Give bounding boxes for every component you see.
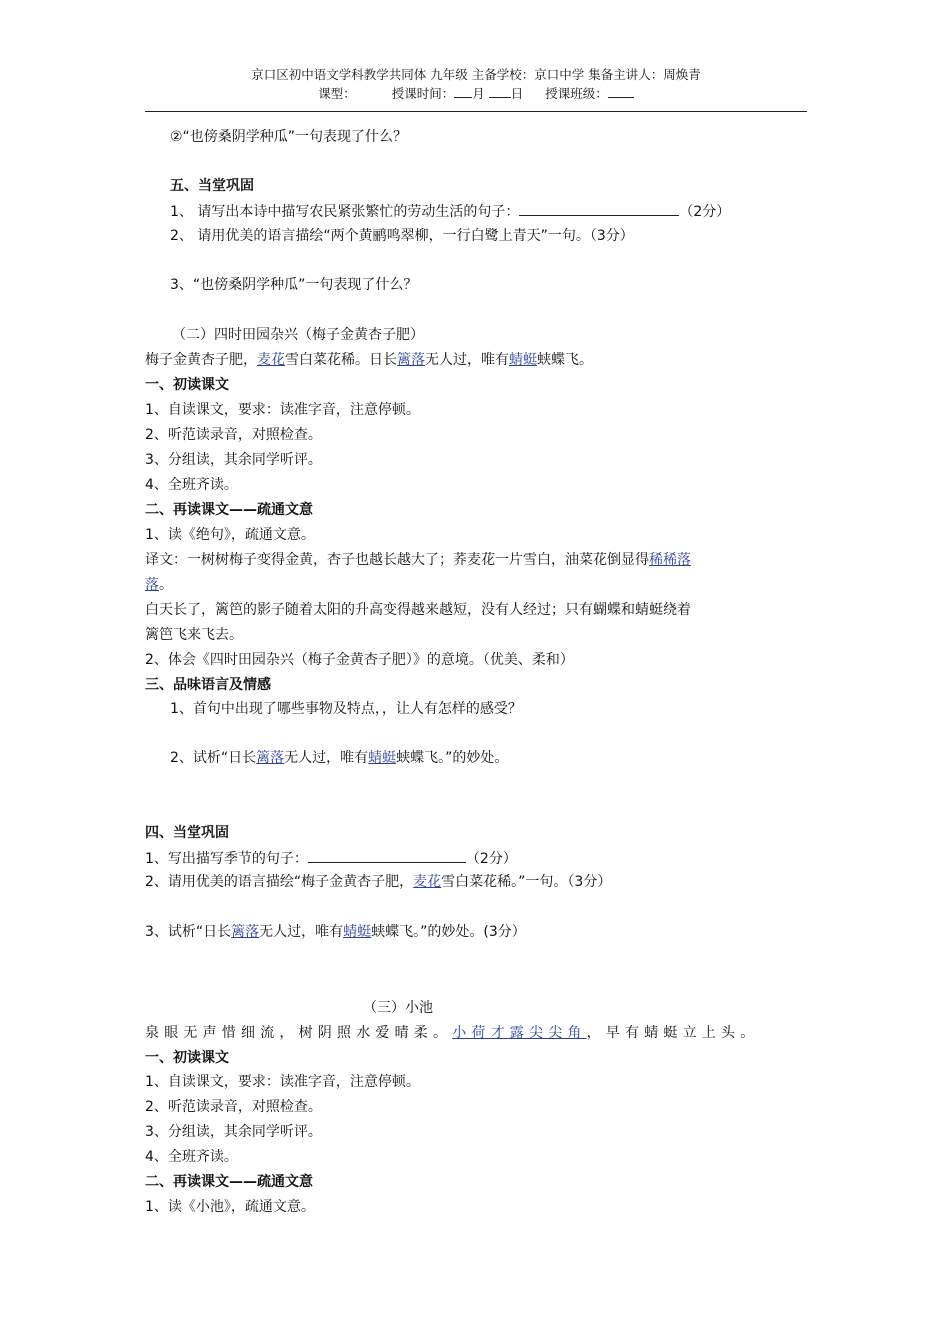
translation-line-4: 篱笆飞来飞去。 — [145, 627, 243, 643]
poem-segment: 雪白菜花稀。日长 — [285, 352, 397, 368]
question-link[interactable]: 麦花 — [413, 874, 442, 890]
score-label: （2分） — [679, 204, 731, 220]
month-blank[interactable] — [454, 83, 472, 98]
question-text: 蛱蝶飞。”的妙处。(3分） — [371, 924, 526, 940]
question-text: 无人过，唯有 — [259, 924, 344, 940]
poem-link[interactable]: 麦花 — [257, 352, 285, 368]
reading-step-1: 1、自读课文，要求：读准字音，注意停顿。 — [145, 402, 420, 418]
month-label: 月 — [472, 86, 485, 101]
question-link[interactable]: 篱落 — [231, 924, 260, 940]
question-text: 无人过，唯有 — [284, 750, 369, 766]
consolidate-item-1-text: 1、 请写出本诗中描写农民紧张繁忙的劳动生活的句子： — [170, 204, 520, 220]
section3-reading-step-1: 1、自读课文，要求：读准字音，注意停顿。 — [145, 1074, 420, 1090]
poem3-title: （三）小池 — [363, 1000, 433, 1016]
reread-item-2: 2、体会《四时田园杂兴（梅子金黄杏子肥）》的意境。（优美、柔和） — [145, 652, 574, 668]
question-text: 2、试析“日长 — [170, 750, 257, 766]
consolidate2-item-1-text: 1、写出描写季节的句子： — [145, 851, 308, 867]
consolidate-item-3: 3、“也傍桑阴学种瓜”一句表现了什么？ — [170, 277, 418, 293]
translation-text: 译文：一树树梅子变得金黄，杏子也越长越大了；荞麦花一片雪白，油菜花倒显得 — [145, 552, 649, 568]
poem-segment: 泉眼无声惜细流，树阴照水爱晴柔。 — [145, 1025, 453, 1041]
teach-time-label: 授课时间： — [391, 86, 455, 101]
consolidate-item-1 — [170, 201, 730, 222]
class-label: 授课班级： — [545, 86, 608, 101]
poem-segment: 梅子金黄杏子肥， — [145, 352, 257, 368]
consolidate-item-2: 2、 请用优美的语言描绘“两个黄鹂鸣翠柳，一行白鹭上青天”一句。（3分） — [170, 228, 634, 244]
section3-reading-step-4: 4、全班齐读。 — [145, 1149, 238, 1165]
consolidate2-item-2 — [145, 872, 611, 892]
section3-reading-step-3: 3、分组读，其余同学听评。 — [145, 1124, 322, 1140]
day-label: 日 — [510, 86, 524, 101]
answer-blank[interactable] — [308, 848, 466, 863]
section-heading-reread: 二、再读课文——疏通文意 — [145, 502, 313, 518]
poem-segment: 无人过，唯有 — [425, 352, 509, 368]
translation-line-1 — [145, 550, 691, 570]
question-text: 蛱蝶飞。”的妙处。 — [396, 750, 509, 766]
poem-segment: 蛱蝶飞。 — [537, 352, 593, 368]
translation-link[interactable]: 落 — [145, 577, 159, 593]
poem-text — [145, 350, 593, 370]
question-text: 雪白菜花稀。”一句。（3分） — [441, 874, 612, 890]
appreciate-question-1: 1、首句中出现了哪些事物及特点，，让人有怎样的感受？ — [170, 701, 522, 717]
section-heading-consolidate-2: 四、当堂巩固 — [145, 825, 229, 841]
question-link[interactable]: 篱落 — [256, 750, 285, 766]
translation-line-3: 白天长了，篱笆的影子随着太阳的升高变得越来越短，没有人经过；只有蝴蝶和蜻蜓绕着 — [145, 602, 691, 618]
poem-link[interactable]: 蜻蜓 — [509, 352, 537, 368]
section3-reading-step-2: 2、听范读录音，对照检查。 — [145, 1099, 322, 1115]
consolidate2-item-1 — [145, 848, 517, 869]
day-blank[interactable] — [489, 83, 511, 98]
poem-title: （二）四时田园杂兴（梅子金黄杏子肥） — [172, 327, 424, 343]
question-link[interactable]: 蜻蜓 — [343, 924, 372, 940]
poem-link[interactable]: 篱落 — [397, 352, 425, 368]
header-line-2 — [145, 83, 807, 102]
reading-step-3: 3、分组读，其余同学听评。 — [145, 452, 322, 468]
section3-heading-reread: 二、再读课文——疏通文意 — [145, 1174, 313, 1190]
reread-item-1: 1、读《绝句》，疏通文意。 — [145, 527, 315, 543]
section-heading-appreciate: 三、品味语言及情感 — [145, 677, 271, 693]
question-link[interactable]: 蜻蜓 — [368, 750, 397, 766]
score-label: （2分） — [465, 851, 517, 867]
course-type-label: 课型： — [318, 86, 356, 101]
section3-heading-first-read: 一、初读课文 — [145, 1050, 229, 1066]
translation-text: 。 — [159, 577, 173, 593]
question-text: 2、请用优美的语言描绘“梅子金黄杏子肥， — [145, 874, 414, 890]
header-divider — [145, 111, 807, 112]
question-text: 3、试析“日长 — [145, 924, 232, 940]
section-heading-first-read: 一、初读课文 — [145, 377, 229, 393]
poem3-text — [145, 1023, 759, 1043]
answer-blank[interactable] — [519, 201, 679, 216]
reading-step-4: 4、全班齐读。 — [145, 477, 238, 493]
translation-line-2 — [145, 575, 173, 595]
section-heading-consolidate: 五、当堂巩固 — [170, 178, 254, 194]
class-blank[interactable] — [608, 83, 634, 98]
section3-reread-item-1: 1、读《小池》，疏通文意。 — [145, 1199, 315, 1215]
poem-link[interactable]: 小荷才露尖尖角 — [452, 1025, 587, 1041]
page-header — [145, 66, 807, 102]
poem-segment: ，早有蜻蜓立上头。 — [586, 1025, 760, 1041]
question-2: ②“也傍桑阴学种瓜”一句表现了什么？ — [170, 129, 408, 145]
header-line-1: 京口区初中语文学科教学共同体 九年级 主备学校：京口中学 集备主讲人：周焕青 — [251, 67, 701, 82]
consolidate2-item-3 — [145, 922, 526, 942]
reading-step-2: 2、听范读录音，对照检查。 — [145, 427, 322, 443]
appreciate-question-2 — [170, 748, 508, 768]
translation-link[interactable]: 稀稀落 — [649, 552, 691, 568]
